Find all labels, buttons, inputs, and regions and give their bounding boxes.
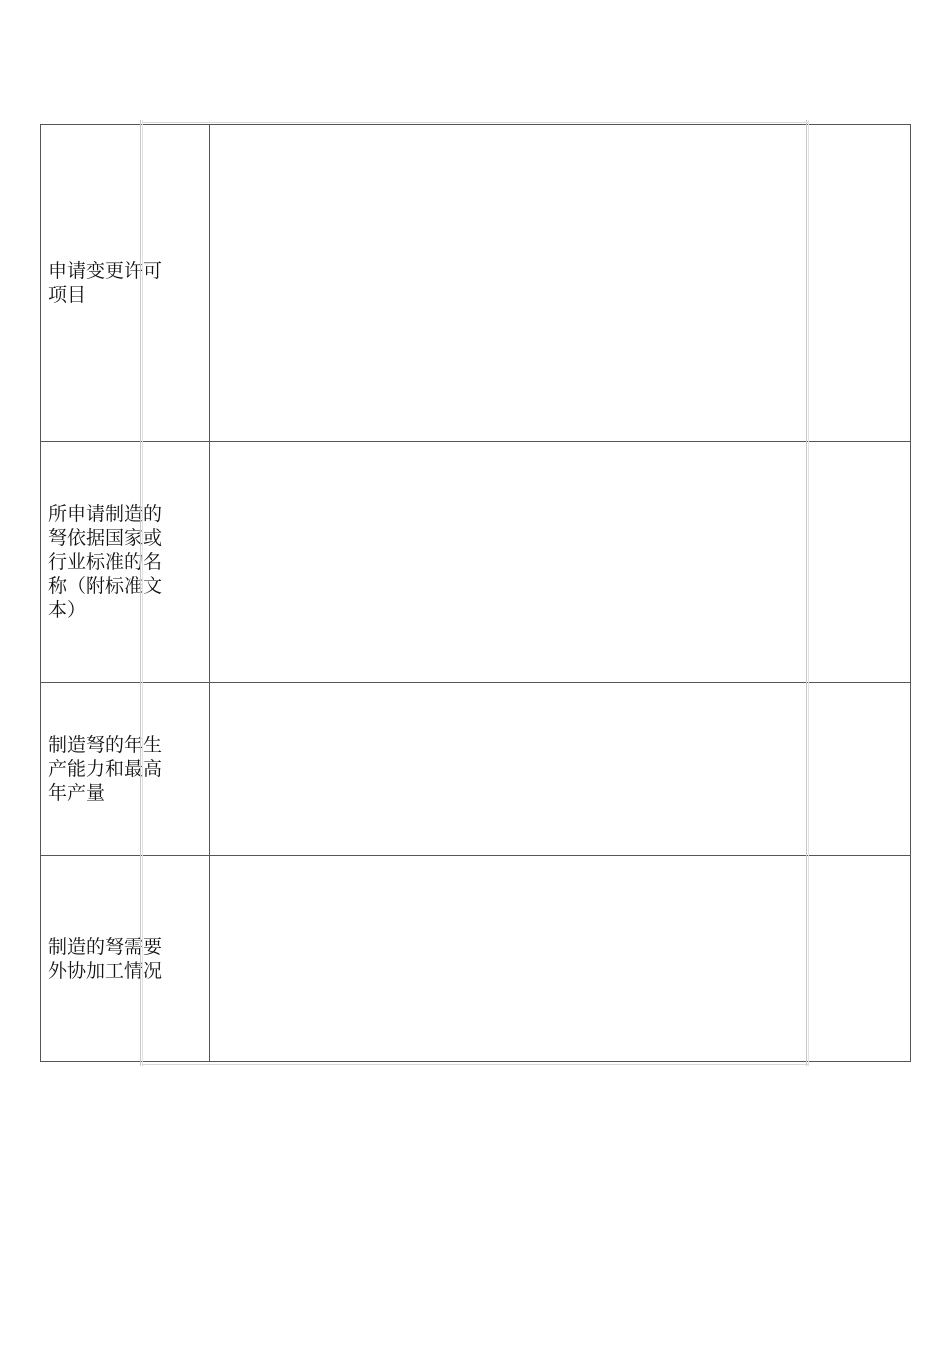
ghost-guide-line-top: [142, 122, 808, 123]
value-cell[interactable]: [210, 856, 910, 1061]
application-form-table: [40, 124, 911, 1062]
form-row-change-license-item: [41, 125, 910, 442]
value-cell[interactable]: [210, 442, 910, 682]
label-cell: [41, 125, 210, 441]
value-cell[interactable]: [210, 125, 910, 441]
field-label: 所申请制造的 弩依据国家或 行业标准的名 称（附标准文 本）: [48, 503, 163, 621]
field-label: 申请变更许可 项目: [48, 260, 163, 306]
form-row-annual-capacity: [41, 683, 910, 856]
form-row-outsourced-processing: [41, 856, 910, 1061]
field-label: 制造弩的年生 产能力和最高 年产量: [48, 734, 163, 804]
ghost-guide-line-left: [140, 120, 141, 1066]
label-cell: [41, 856, 210, 1061]
value-cell[interactable]: [210, 683, 910, 855]
form-row-standard-name: [41, 442, 910, 683]
ghost-guide-line-right: [806, 120, 807, 1066]
label-cell: [41, 442, 210, 682]
field-label: 制造的弩需要 外协加工情况: [48, 935, 163, 982]
ghost-guide-line-bottom: [142, 1064, 808, 1065]
label-cell: [41, 683, 210, 855]
